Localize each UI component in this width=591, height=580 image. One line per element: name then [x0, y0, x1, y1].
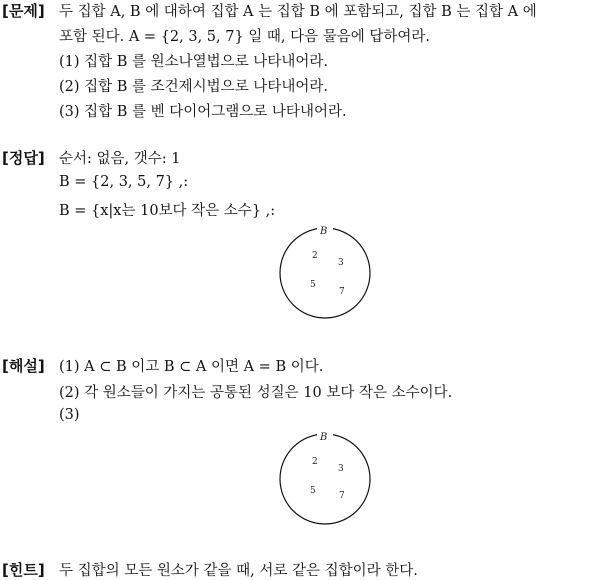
- answer-line-2: B = {2, 3, 5, 7} ,:: [59, 174, 189, 190]
- problem-tag: [문제]: [2, 2, 45, 20]
- answer-venn-circle: [280, 228, 370, 318]
- explanation-venn-set-label: B: [320, 432, 328, 443]
- problem-line-1: 두 집합 A, B 에 대하여 집합 A 는 집합 B 에 포함되고, 집합 B 는 집합 A 에: [59, 4, 537, 20]
- answer-line-3: B = {x|x는 10보다 작은 소수} ,:: [59, 203, 276, 219]
- answer-venn-diagram: [275, 224, 375, 326]
- answer-venn-element: 3: [338, 258, 344, 268]
- explanation-line-2: (2) 각 원소들이 가지는 공통된 성질은 10 보다 작은 소수이다.: [59, 385, 453, 401]
- problem-line-3: (1) 집합 B 를 원소나열법으로 나타내어라.: [59, 54, 328, 70]
- explanation-tag: [해설]: [2, 357, 45, 375]
- hint-line-1: 두 집합의 모든 원소가 같을 때, 서로 같은 집합이라 한다.: [59, 563, 418, 579]
- explanation-venn-diagram: [275, 429, 375, 531]
- answer-tag: [정답]: [2, 149, 45, 167]
- explanation-venn-element: 5: [310, 486, 316, 496]
- answer-line-1: 순서: 없음, 갯수: 1: [59, 151, 181, 167]
- problem-line-4: (2) 집합 B 를 조건제시법으로 나타내어라.: [59, 79, 328, 95]
- explanation-venn-element: 3: [338, 464, 344, 474]
- answer-venn-set-label: B: [320, 226, 328, 237]
- answer-venn-element: 7: [339, 287, 345, 297]
- answer-venn-element: 5: [310, 280, 316, 290]
- problem-line-5: (3) 집합 B 를 벤 다이어그램으로 나타내어라.: [59, 104, 347, 120]
- answer-venn-element: 2: [312, 251, 318, 261]
- problem-line-2: 포함 된다. A = {2, 3, 5, 7} 일 때, 다음 물음에 답하여라.: [59, 29, 431, 45]
- explanation-line-3: (3): [59, 407, 80, 423]
- explanation-venn-element: 2: [312, 457, 318, 467]
- explanation-venn-circle: [280, 434, 370, 524]
- hint-tag: [힌트]: [2, 561, 45, 579]
- explanation-venn-element: 7: [339, 491, 345, 501]
- explanation-line-1: (1) A ⊂ B 이고 B ⊂ A 이면 A = B 이다.: [59, 359, 324, 375]
